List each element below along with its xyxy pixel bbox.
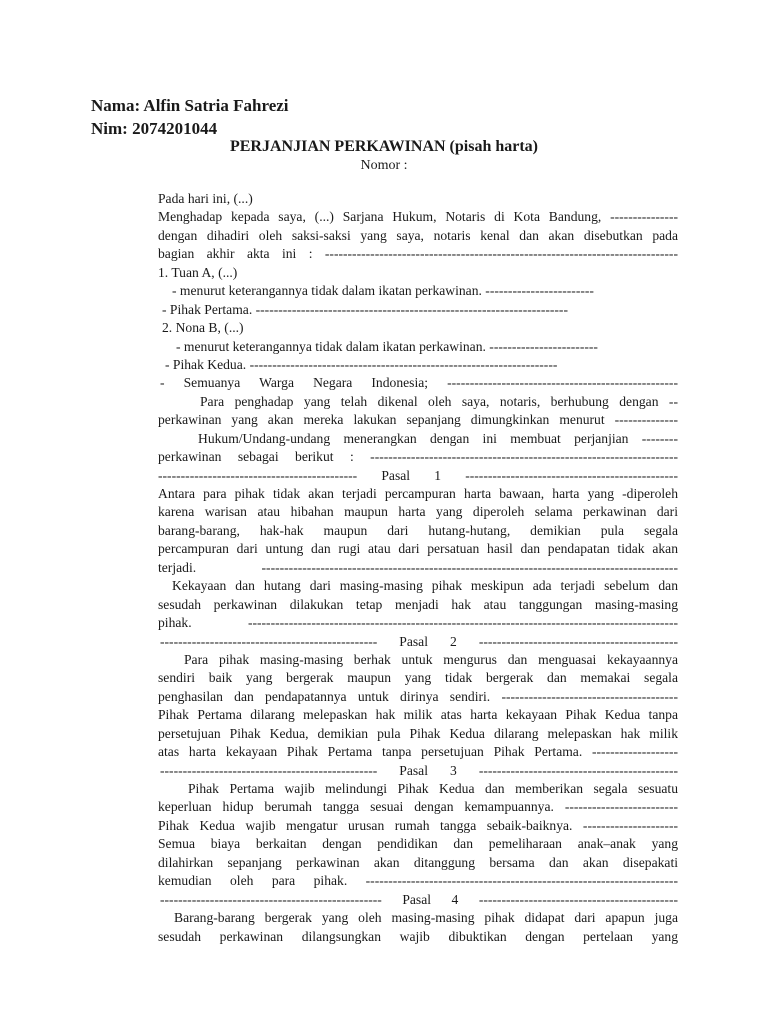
document-line: atas harta kekayaan Pihak Pertama tanpa persetujuan Pihak Pertama. -------------------	[158, 744, 678, 760]
document-line: - Pihak Pertama. ---------------------------------------------------------------------	[162, 301, 568, 317]
document-title: PERJANJIAN PERKAWINAN (pisah harta)	[229, 138, 538, 155]
document-line: ------------------------------------------------ Pasal 2 --------------------------------------------	[160, 633, 678, 649]
document-line: persetujuan Pihak Kedua, demikian pula Pihak Kedua dilarang melepaskan hak milik	[158, 725, 678, 741]
document-line: Antara para pihak tidak akan terjadi percampuran harta bawaan, harta yang -diperoleh	[158, 486, 678, 501]
document-line: Menghadap kepada saya, (...) Sarjana Hukum, Notaris di Kota Bandung, ---------------	[158, 209, 678, 225]
document-line: Pihak Kedua wajib mengatur urusan rumah tangga sebaik-baiknya. ---------------------	[158, 817, 678, 833]
document-line: - Semuanya Warga Negara Indonesia; ---------------------------------------------------	[160, 375, 678, 391]
document-line: sendiri baik yang bergerak maupun yang tidak bergerak dan memakai segala	[158, 670, 678, 686]
document-line: perkawinan yang akan mereka lakukan sepanjang dimungkinkan menurut --------------	[158, 412, 678, 428]
document-line: Hukum/Undang-undang menerangkan dengan ini membuat perjanjian --------	[198, 430, 678, 446]
document-line: sesudah perkawinan dilangsungkan wajib dibuktikan dengan pertelaan yang	[158, 928, 678, 944]
document-line: - Pihak Kedua. --------------------------------------------------------------------	[165, 356, 558, 372]
document-line: - menurut keterangannya tidak dalam ikatan perkawinan. ------------------------	[172, 283, 594, 299]
student-name: Nama: Alfin Satria Fahrezi	[91, 96, 289, 115]
document-line: terjadi. --------------------------------------------------------------------------------------------	[158, 559, 678, 575]
document-line: 1. Tuan A, (...)	[158, 264, 238, 280]
document-line: dengan dihadiri oleh saksi-saksi yang saya, notaris kenal dan akan disebutkan pada	[158, 227, 678, 243]
document-line: ------------------------------------------------ Pasal 3 --------------------------------------------	[160, 762, 678, 778]
document-line: Para pihak masing-masing berhak untuk mengurus dan menguasai kekayaannya	[184, 651, 678, 667]
document-line: Barang-barang bergerak yang oleh masing-masing pihak didapat dari apapun juga	[174, 910, 678, 926]
document-line: Pihak Pertama wajib melindungi Pihak Kedua dan memberikan segala sesuatu	[188, 781, 678, 796]
document-line: Pihak Pertama dilarang melepaskan hak milik atas harta kekayaan Pihak Kedua tanpa	[158, 707, 678, 723]
document-body	[158, 190, 678, 946]
document-line: Semua biaya berkaitan dengan pendidikan dan pemeliharaan anak–anak yang	[158, 836, 678, 852]
student-nim: Nim: 2074201044	[91, 119, 218, 138]
document-line: Pada hari ini, (...)	[158, 191, 253, 206]
document-line: dilahirkan sepanjang perkawinan akan ditanggung bersama dan akan disepakati	[158, 854, 678, 870]
document-line: keperluan hidup berumah tangga sesuai dengan kemampuannya. -------------------------	[158, 799, 678, 815]
document-line: bagian akhir akta ini : ------------------------------------------------------------------------------	[158, 246, 678, 262]
document-number: Nomor :	[360, 158, 408, 173]
document-line: penghasilan dan pendapatannya untuk dirinya sendiri. ---------------------------------------	[158, 688, 678, 704]
document-line: perkawinan sebagai berikut : --------------------------------------------------------------------	[158, 449, 678, 465]
document-line: ------------------------------------------------- Pasal 4 --------------------------------------------	[160, 891, 678, 907]
document-line: -------------------------------------------- Pasal 1 -----------------------------------------------	[158, 467, 678, 483]
document-line: 2. Nona B, (...)	[162, 320, 244, 336]
document-line: kemudian oleh para pihak. ---------------------------------------------------------------------	[158, 873, 678, 889]
document-line: percampuran dari untung dan rugi atau dari persatuan hasil dan pendapatan tidak akan	[158, 541, 678, 557]
document-line: pihak. -----------------------------------------------------------------------------------------------	[158, 615, 678, 631]
document-line: barang-barang, hak-hak maupun dari hutang-hutang, demikian pula segala	[158, 522, 678, 538]
document-line: Para penghadap yang telah dikenal oleh saya, notaris, berhubung dengan --	[200, 393, 678, 409]
document-line: sesudah perkawinan dilakukan tetap menjadi hak atau tanggungan masing-masing	[158, 596, 678, 612]
document-line: Kekayaan dan hutang dari masing-masing pihak meskipun ada terjadi sebelum dan	[172, 578, 678, 594]
document-line: - menurut keterangannya tidak dalam ikatan perkawinan. ------------------------	[176, 338, 598, 354]
document-line: karena warisan atau hibahan maupun harta yang diperoleh selama perkawinan dari	[158, 504, 678, 520]
